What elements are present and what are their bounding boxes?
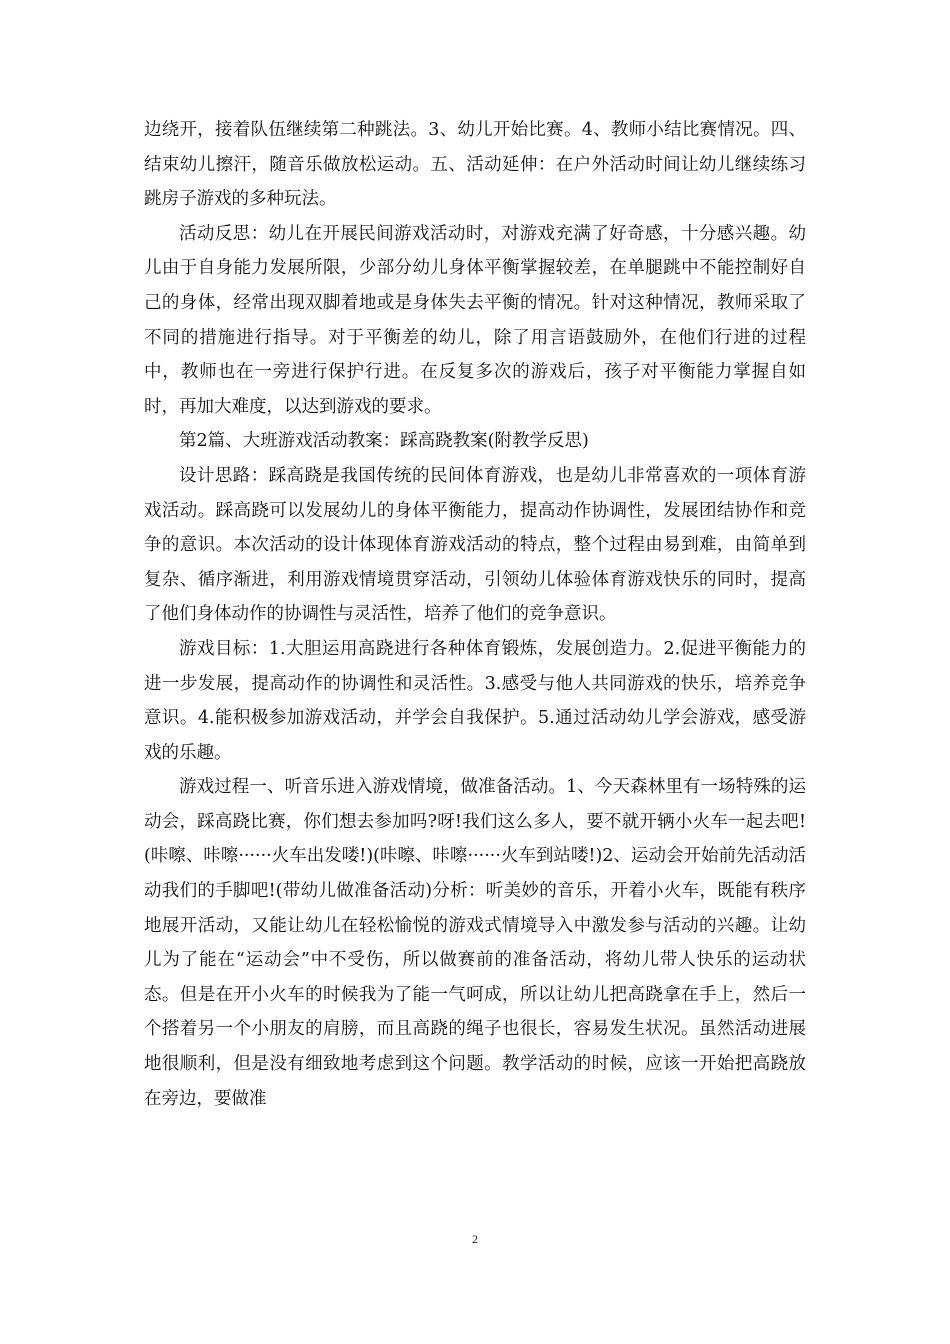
paragraph-game-process: 游戏过程一、听音乐进入游戏情境，做准备活动。1、今天森林里有一场特殊的运动会，踩高跷比赛，你们想去参加吗?呀!我们这么多人，要不就开辆小火车一起去吧!(咔嚓、咔嚓······火车出发喽!)(咔嚓、咔嚓······火车到站喽!)2、运动会开始前先活动活动我们的手脚吧!(带幼儿做准备活动)分析：听美妙的音乐，开着小火车，既能有秩序地展开活动，又能让幼儿在轻松愉悦的游戏式情境导入中激发参与活动的兴趣。让幼儿为了能在“运动会”中不受伤，所以做赛前的准备活动，将幼儿带人快乐的运动状态。但是在开小火车的时候我为了能一气呵成，所以让幼儿把高跷拿在手上，然后一个搭着另一个小朋友的肩膀，而且高跷的绳子也很长，容易发生状况。虽然活动进展地很顺利，但是没有细致地考虑到这个问题。教学活动的时候，应该一开始把高跷放在旁边，要做准 (144, 777, 806, 1109)
page-number: 2 (472, 1232, 478, 1246)
paragraph-game-goals: 游戏目标：1.大胆运用高跷进行各种体育锻炼，发展创造力。2.促进平衡能力的进一步发展，提高动作的协调性和灵活性。3.感受与他人共同游戏的快乐，培养竞争意识。4.能积极参加游戏活动，并学会自我保护。5.通过活动幼儿学会游戏，感受游戏的乐趣。 (144, 638, 806, 763)
body-text (144, 113, 806, 1116)
paragraph-design-idea: 设计思路：踩高跷是我国传统的民间体育游戏，也是幼儿非常喜欢的一项体育游戏活动。踩高跷可以发展幼儿的身体平衡能力，提高动作协调性，发展团结协作和竞争的意识。本次活动的设计体现体育游戏活动的特点，整个过程由易到难，由简单到复杂、循序渐进，利用游戏情境贯穿活动，引领幼儿体验体育游戏快乐的同时，提高了他们身体动作的协调性与灵活性，培养了他们的竞争意识。 (144, 465, 806, 625)
section-heading: 第2篇、大班游戏活动教案：踩高跷教案(附教学反思) (179, 431, 589, 452)
paragraph-activity-reflection: 活动反思：幼儿在开展民间游戏活动时，对游戏充满了好奇感，十分感兴趣。幼儿由于自身能力发展所限，少部分幼儿身体平衡掌握较差，在单腿跳中不能控制好自己的身体，经常出现双脚着地或是身体失去平衡的情况。针对这种情况，教师采取了不同的措施进行指导。对于平衡差的幼儿，除了用言语鼓励外，在他们行进的过程中，教师也在一旁进行保护行进。在反复多次的游戏后，孩子对平衡能力掌握自如时，再加大难度，以达到游戏的要求。 (144, 223, 806, 417)
paragraph-continuation: 边绕开，接着队伍继续第二种跳法。3、幼儿开始比赛。4、教师小结比赛情况。四、结束幼儿擦汗，随音乐做放松运动。五、活动延伸：在户外活动时间让幼儿继续练习跳房子游戏的多种玩法。 (144, 120, 806, 210)
